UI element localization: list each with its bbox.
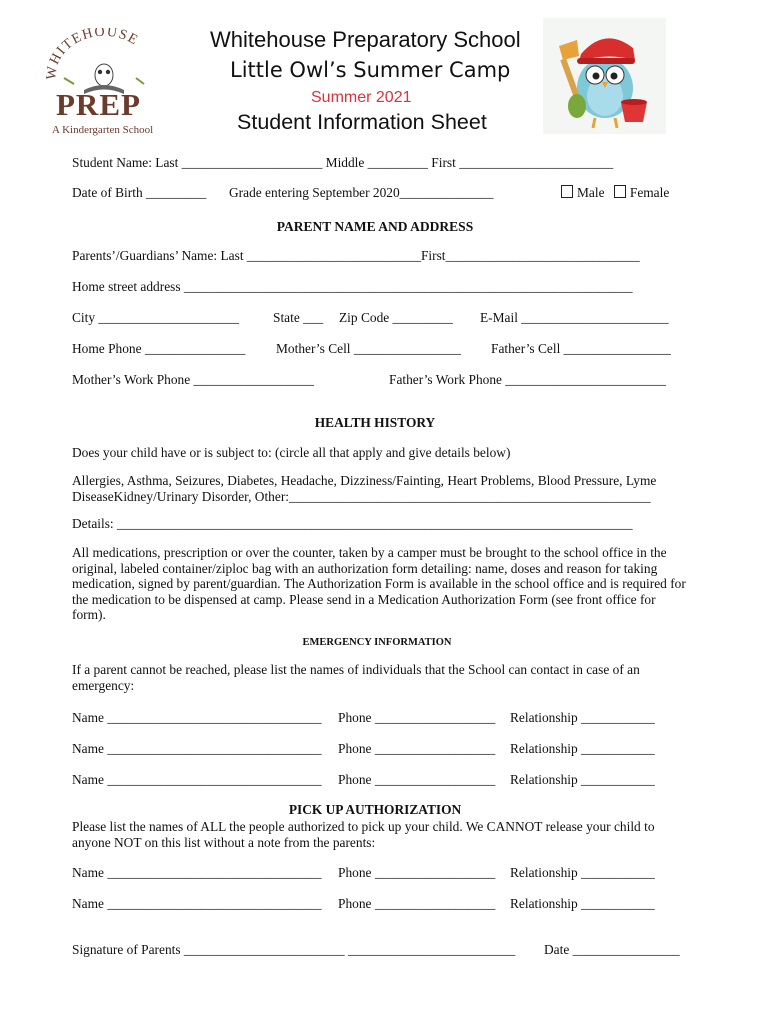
health-heading: HEALTH HISTORY (314, 415, 436, 430)
contact-relationship-field[interactable]: Relationship ___________ (510, 710, 655, 725)
school-name: Whitehouse Preparatory School (210, 27, 521, 52)
pickup-phone-field[interactable]: Phone __________________ (338, 865, 496, 880)
parent-names-line[interactable]: Parents’/Guardians’ Name: Last __________________________First_____________________________ (72, 248, 640, 263)
female-label: Female (629, 185, 670, 200)
female-checkbox[interactable] (614, 185, 626, 198)
health-conditions[interactable]: Allergies, Asthma, Seizures, Diabetes, Headache, Dizziness/Fainting, Heart Problems, Blood Pressure, Lyme DiseaseKidney/Urinary Disorder, Other:______________________________________________________ (72, 473, 657, 504)
home-phone-field[interactable]: Home Phone _______________ (72, 341, 246, 356)
pickup-intro: Please list the names of ALL the people authorized to pick up your child. We CANNOT release your child to anyone NOT on this list without a note from the parents: (72, 819, 655, 850)
pickup-name-field[interactable]: Name ________________________________ (72, 896, 322, 911)
gender-options (561, 185, 669, 201)
medication-policy: All medications, prescription or over the counter, taken by a camper must be brought to the school office in the original, labeled container/ziploc bag with an authorization form detailing: name, doses and reason for taking medication, signed by parent/guardian. The Authorization Form is available in the school office and is required for the medication to be dispensed at camp. Please send in a Medication Authorization Form (see front office for form). (72, 545, 686, 623)
camp-name: Little Owl’s Summer Camp (230, 58, 511, 82)
email-field[interactable]: E-Mail ______________________ (480, 310, 669, 325)
contact-name-field[interactable]: Name ________________________________ (72, 741, 322, 756)
school-logo (44, 28, 164, 140)
father-cell-field[interactable]: Father’s Cell ________________ (491, 341, 671, 356)
city-field[interactable]: City _____________________ (72, 310, 240, 325)
owl-mascot-image (543, 18, 666, 134)
parent-signature-field[interactable]: Signature of Parents ________________________ _________________________ (72, 942, 516, 957)
zip-field[interactable]: Zip Code _________ (339, 310, 453, 325)
contact-relationship-field[interactable]: Relationship ___________ (510, 772, 655, 787)
contact-phone-field[interactable]: Phone __________________ (338, 741, 496, 756)
logo-prep: PREP (56, 87, 141, 122)
street-address-field[interactable]: Home street address ___________________________________________________________________ (72, 279, 633, 294)
sheet-title: Student Information Sheet (237, 110, 487, 134)
state-field[interactable]: State ___ (273, 310, 324, 325)
logo-tagline: A Kindergarten School (52, 124, 154, 136)
mother-cell-field[interactable]: Mother’s Cell ________________ (276, 341, 461, 356)
contact-phone-field[interactable]: Phone __________________ (338, 772, 496, 787)
father-work-field[interactable]: Father’s Work Phone ________________________ (389, 372, 667, 387)
contact-name-field[interactable]: Name ________________________________ (72, 710, 322, 725)
camp-season: Summer 2021 (311, 89, 412, 106)
emergency-intro: If a parent cannot be reached, please list the names of individuals that the School can contact in case of an emergency: (72, 662, 640, 693)
dob-field[interactable]: Date of Birth _________ (72, 185, 207, 200)
grade-field[interactable]: Grade entering September 2020______________ (229, 185, 494, 200)
pickup-heading: PICK UP AUTHORIZATION (288, 802, 462, 817)
svg-text:WHITEHOUSE (44, 28, 141, 80)
male-label: Male (577, 185, 605, 200)
contact-phone-field[interactable]: Phone __________________ (338, 710, 496, 725)
pickup-phone-field[interactable]: Phone __________________ (338, 896, 496, 911)
parent-heading: PARENT NAME AND ADDRESS (276, 219, 474, 234)
logo-arc-text: WHITEHOUSE (44, 28, 142, 81)
contact-relationship-field[interactable]: Relationship ___________ (510, 741, 655, 756)
male-checkbox[interactable] (561, 185, 573, 198)
contact-name-field[interactable]: Name ________________________________ (72, 772, 322, 787)
pickup-name-field[interactable]: Name ________________________________ (72, 865, 322, 880)
student-name-line[interactable]: Student Name: Last _____________________ Middle _________ First _______________________ (72, 155, 614, 170)
signature-date-field[interactable]: Date ________________ (544, 942, 680, 957)
mother-work-field[interactable]: Mother’s Work Phone __________________ (72, 372, 315, 387)
health-details-field[interactable]: Details: _____________________________________________________________________________ (72, 516, 633, 531)
emergency-heading: EMERGENCY INFORMATION (302, 637, 452, 648)
pickup-relationship-field[interactable]: Relationship ___________ (510, 896, 655, 911)
pickup-relationship-field[interactable]: Relationship ___________ (510, 865, 655, 880)
health-question: Does your child have or is subject to: (circle all that apply and give details below) (72, 445, 511, 460)
